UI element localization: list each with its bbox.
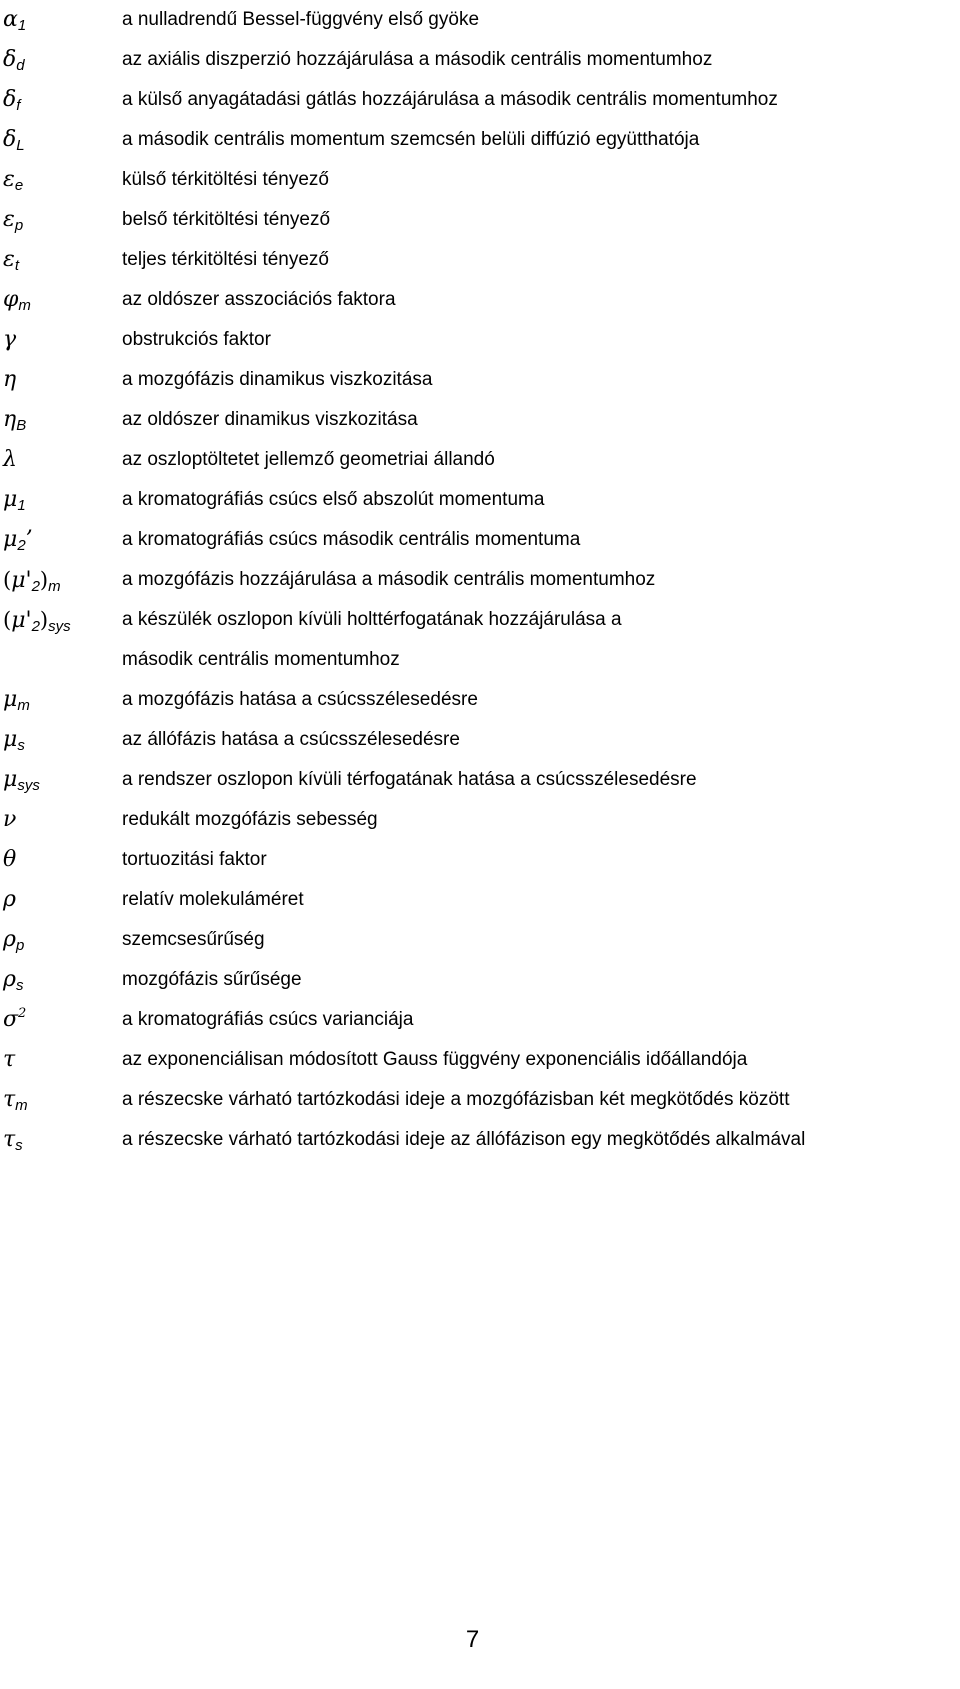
symbol: $\varepsilon_p$ — [3, 207, 24, 234]
symbol-description: a kromatográfiás csúcs varianciája — [122, 1009, 414, 1030]
symbol-description: a nulladrendű Bessel-függvény első gyöke — [122, 9, 480, 30]
symbol-row — [0, 200, 960, 240]
symbol: $\varepsilon_t$ — [3, 247, 19, 274]
symbol-description: a rendszer oszlopon kívüli térfogatának hatása a csúcsszélesedésre — [122, 769, 697, 790]
symbol-description: az axiális diszperzió hozzájárulása a második centrális momentumhoz — [122, 49, 713, 70]
symbol-row — [0, 440, 960, 480]
symbol: τ — [3, 1047, 16, 1072]
symbol-description: külső térkitöltési tényező — [122, 169, 329, 190]
symbol: $\alpha_1$ — [3, 7, 27, 34]
symbol-description: az oldószer asszociációs faktora — [122, 289, 396, 310]
symbol-row — [0, 480, 960, 520]
symbol: θ — [3, 847, 17, 872]
symbol: $\varphi_m$ — [3, 287, 31, 314]
symbol-row — [0, 280, 960, 320]
symbol: $\sigma^2$ — [3, 1006, 27, 1032]
symbol-description: relatív molekuláméret — [122, 889, 304, 910]
symbol-description: obstrukciós faktor — [122, 329, 271, 350]
symbol: $\rho_s$ — [3, 967, 24, 994]
symbol-row — [0, 560, 960, 600]
symbol-description: a külső anyagátadási gátlás hozzájárulása a második centrális momentumhoz — [122, 89, 778, 110]
symbol-row — [0, 840, 960, 880]
symbol-row — [0, 80, 960, 120]
symbol-description: a részecske várható tartózkodási ideje a mozgófázisban két megkötődés között — [122, 1089, 790, 1110]
description-line: második centrális momentumhoz — [122, 649, 400, 670]
symbol-description: a kromatográfiás csúcs második centrális momentuma — [122, 529, 581, 550]
symbol: $(\mu'_2)_m$ — [3, 568, 61, 595]
symbol: η — [3, 367, 17, 392]
symbol: $\varepsilon_e$ — [3, 167, 24, 194]
symbol-description: a mozgófázis hatása a csúcsszélesedésre — [122, 689, 478, 710]
symbol: λ — [3, 447, 17, 472]
symbol-description: az oszloptöltetet jellemző geometriai állandó — [122, 449, 495, 470]
symbol: $\tau_m$ — [3, 1087, 28, 1114]
symbol-row — [0, 40, 960, 80]
symbol-row — [0, 520, 960, 560]
symbol-row — [0, 1080, 960, 1120]
symbol-row — [0, 1040, 960, 1080]
symbol-description: az állófázis hatása a csúcsszélesedésre — [122, 729, 460, 750]
page-number: 7 — [465, 1626, 480, 1653]
symbol-row — [0, 920, 960, 960]
symbol-description: az oldószer dinamikus viszkozitása — [122, 409, 418, 430]
symbol: $\tau_s$ — [3, 1127, 23, 1154]
symbol: ν — [3, 807, 17, 832]
symbol: $\mu_m$ — [3, 687, 30, 714]
symbol-row — [0, 760, 960, 800]
symbol-row — [0, 680, 960, 720]
description-line: a készülék oszlopon kívüli holttérfogatának hozzájárulása a — [122, 609, 622, 630]
symbol-description: redukált mozgófázis sebesség — [122, 809, 378, 830]
symbol-description: a második centrális momentum szemcsén belüli diffúzió együtthatója — [122, 129, 700, 150]
symbol: $\delta_f$ — [3, 87, 21, 114]
symbol-description: teljes térkitöltési tényező — [122, 249, 329, 270]
symbol-description: tortuozitási faktor — [122, 849, 267, 870]
symbol-row — [0, 320, 960, 360]
symbol-description: a mozgófázis dinamikus viszkozitása — [122, 369, 433, 390]
symbol-row — [0, 600, 960, 680]
symbol-description — [122, 600, 958, 680]
symbol: $(\mu'_2)_{sys}$ — [3, 608, 71, 635]
symbol-description: szemcsesűrűség — [122, 929, 265, 950]
symbol-description: a részecske várható tartózkodási ideje az állófázison egy megkötődés alkalmával — [122, 1129, 806, 1150]
symbol: $\mu_1$ — [3, 487, 26, 514]
symbol-description: a mozgófázis hozzájárulása a második centrális momentumhoz — [122, 569, 656, 590]
symbol-row — [0, 960, 960, 1000]
symbol-row — [0, 240, 960, 280]
symbol-row — [0, 400, 960, 440]
symbol-description: az exponenciálisan módosított Gauss függvény exponenciális időállandója — [122, 1049, 748, 1070]
symbol: ρ — [3, 887, 16, 912]
symbol-row — [0, 160, 960, 200]
symbol-row — [0, 1120, 960, 1160]
symbol: $\mu_2$’ — [3, 527, 33, 554]
symbol: $\mu_s$ — [3, 727, 25, 754]
symbol: $\eta_B$ — [3, 407, 27, 434]
symbol: $\mu_{sys}$ — [3, 767, 40, 794]
symbol-row — [0, 880, 960, 920]
symbol-row — [0, 120, 960, 160]
symbol-description: mozgófázis sűrűsége — [122, 969, 302, 990]
symbol-description: a kromatográfiás csúcs első abszolút momentuma — [122, 489, 545, 510]
symbol-row — [0, 0, 960, 40]
symbol: γ — [3, 327, 17, 352]
symbol-row — [0, 800, 960, 840]
symbol: $\delta_L$ — [3, 127, 25, 154]
symbol-row — [0, 360, 960, 400]
symbol-row — [0, 720, 960, 760]
symbol: $\rho_p$ — [3, 927, 25, 954]
symbol-row — [0, 1000, 960, 1040]
symbol: $\delta_d$ — [3, 47, 25, 74]
symbol-description: belső térkitöltési tényező — [122, 209, 331, 230]
